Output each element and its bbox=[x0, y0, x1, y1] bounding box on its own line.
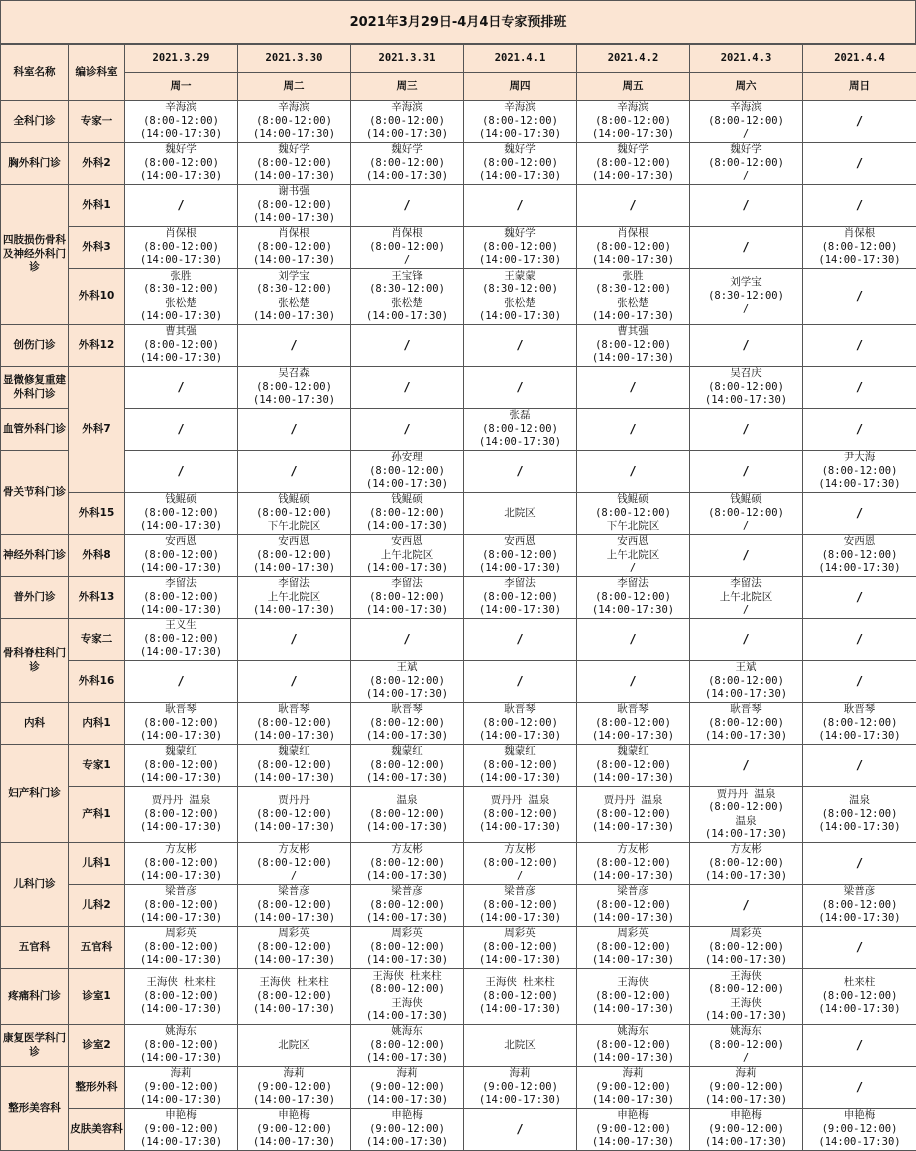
schedule-cell: 魏蒙红 (8:00-12:00) (14:00-17:30) bbox=[577, 745, 690, 787]
schedule-cell: 姚海东 (8:00-12:00) / bbox=[690, 1025, 803, 1067]
schedule-cell: 曹其强 (8:00-12:00) (14:00-17:30) bbox=[577, 325, 690, 367]
schedule-row bbox=[1, 535, 916, 577]
schedule-cell: / bbox=[803, 409, 916, 451]
schedule-cell: / bbox=[803, 661, 916, 703]
section-name: 妇产科门诊 bbox=[1, 745, 69, 843]
schedule-cell: / bbox=[351, 619, 464, 661]
clinic-name: 内科1 bbox=[69, 703, 125, 745]
schedule-row bbox=[1, 367, 916, 409]
section-name: 康复医学科门诊 bbox=[1, 1025, 69, 1067]
section-name: 内科 bbox=[1, 703, 69, 745]
schedule-cell: 吴召庆 (8:00-12:00) (14:00-17:30) bbox=[690, 367, 803, 409]
schedule-cell: / bbox=[690, 619, 803, 661]
schedule-cell: / bbox=[464, 1109, 577, 1151]
schedule-cell: / bbox=[577, 451, 690, 493]
schedule-row bbox=[1, 101, 916, 143]
header-weekday: 周二 bbox=[238, 73, 351, 101]
schedule-cell: 温泉 (8:00-12:00) (14:00-17:30) bbox=[803, 787, 916, 843]
schedule-cell: 魏好学 (8:00-12:00) (14:00-17:30) bbox=[351, 143, 464, 185]
schedule-row bbox=[1, 1109, 916, 1151]
schedule-cell: / bbox=[238, 451, 351, 493]
schedule-cell: 肖保根 (8:00-12:00) (14:00-17:30) bbox=[125, 227, 238, 269]
schedule-cell: / bbox=[690, 409, 803, 451]
schedule-cell: 周彩英 (8:00-12:00) (14:00-17:30) bbox=[351, 927, 464, 969]
section-name: 儿科门诊 bbox=[1, 843, 69, 927]
schedule-cell: 王斌 (8:00-12:00) (14:00-17:30) bbox=[690, 661, 803, 703]
schedule-row bbox=[1, 703, 916, 745]
schedule-cell: 刘学宝 (8:30-12:00) 张松楚 (14:00-17:30) bbox=[238, 269, 351, 325]
schedule-cell: 梁普彦 (8:00-12:00) (14:00-17:30) bbox=[803, 885, 916, 927]
clinic-name: 外科1 bbox=[69, 185, 125, 227]
schedule-cell: / bbox=[803, 493, 916, 535]
header-date: 2021.3.31 bbox=[351, 45, 464, 73]
schedule-cell: 王海侠 杜来柱 (8:00-12:00) (14:00-17:30) bbox=[464, 969, 577, 1025]
schedule-cell: 海莉 (9:00-12:00) (14:00-17:30) bbox=[690, 1067, 803, 1109]
schedule-cell: 周彩英 (8:00-12:00) (14:00-17:30) bbox=[125, 927, 238, 969]
schedule-row bbox=[1, 269, 916, 325]
schedule-cell: / bbox=[464, 367, 577, 409]
section-name: 四肢损伤骨科及神经外科门诊 bbox=[1, 185, 69, 325]
schedule-cell: 申艳梅 (9:00-12:00) (14:00-17:30) bbox=[125, 1109, 238, 1151]
schedule-cell: 方友彬 (8:00-12:00) (14:00-17:30) bbox=[577, 843, 690, 885]
header-weekday: 周五 bbox=[577, 73, 690, 101]
schedule-cell: / bbox=[464, 661, 577, 703]
clinic-name: 外科3 bbox=[69, 227, 125, 269]
schedule-cell: 梁普彦 (8:00-12:00) (14:00-17:30) bbox=[125, 885, 238, 927]
schedule-cell: 张胜 (8:30-12:00) 张松楚 (14:00-17:30) bbox=[125, 269, 238, 325]
schedule-cell: / bbox=[803, 143, 916, 185]
clinic-name: 五官科 bbox=[69, 927, 125, 969]
schedule-cell: 海莉 (9:00-12:00) (14:00-17:30) bbox=[238, 1067, 351, 1109]
clinic-name: 外科10 bbox=[69, 269, 125, 325]
schedule-cell: 安西恩 (8:00-12:00) (14:00-17:30) bbox=[803, 535, 916, 577]
schedule-cell: 魏好学 (8:00-12:00) (14:00-17:30) bbox=[125, 143, 238, 185]
schedule-cell: 魏好学 (8:00-12:00) (14:00-17:30) bbox=[464, 227, 577, 269]
schedule-row bbox=[1, 143, 916, 185]
schedule-cell: 辛海滨 (8:00-12:00) (14:00-17:30) bbox=[464, 101, 577, 143]
schedule-cell: / bbox=[125, 451, 238, 493]
clinic-name: 外科2 bbox=[69, 143, 125, 185]
schedule-cell: 刘学宝 (8:30-12:00) / bbox=[690, 269, 803, 325]
schedule-cell: 钱鲲硕 (8:00-12:00) (14:00-17:30) bbox=[125, 493, 238, 535]
clinic-name: 专家一 bbox=[69, 101, 125, 143]
schedule-cell: 魏蒙红 (8:00-12:00) (14:00-17:30) bbox=[464, 745, 577, 787]
schedule-cell: 安西恩 上午北院区 / bbox=[577, 535, 690, 577]
schedule-cell: / bbox=[125, 409, 238, 451]
schedule-cell: 魏蒙红 (8:00-12:00) (14:00-17:30) bbox=[238, 745, 351, 787]
schedule-cell: 温泉 (8:00-12:00) (14:00-17:30) bbox=[351, 787, 464, 843]
schedule-cell: 方友彬 (8:00-12:00) / bbox=[238, 843, 351, 885]
section-name: 显微修复重建外科门诊 bbox=[1, 367, 69, 409]
schedule-cell: / bbox=[238, 325, 351, 367]
clinic-name: 外科13 bbox=[69, 577, 125, 619]
schedule-cell: 贾丹丹 温泉 (8:00-12:00) (14:00-17:30) bbox=[125, 787, 238, 843]
schedule-cell: / bbox=[125, 367, 238, 409]
schedule-cell: 魏好学 (8:00-12:00) (14:00-17:30) bbox=[464, 143, 577, 185]
schedule-cell: / bbox=[351, 185, 464, 227]
schedule-cell: 钱鲲硕 (8:00-12:00) / bbox=[690, 493, 803, 535]
schedule-cell: 王义生 (8:00-12:00) (14:00-17:30) bbox=[125, 619, 238, 661]
schedule-cell: / bbox=[351, 325, 464, 367]
schedule-cell: 肖保根 (8:00-12:00) (14:00-17:30) bbox=[803, 227, 916, 269]
schedule-cell: / bbox=[803, 185, 916, 227]
schedule-cell: 王海侠 杜来柱 (8:00-12:00) 王海侠 (14:00-17:30) bbox=[351, 969, 464, 1025]
schedule-cell: 钱鲲硕 (8:00-12:00) (14:00-17:30) bbox=[351, 493, 464, 535]
clinic-name: 专家二 bbox=[69, 619, 125, 661]
schedule-cell: 辛海滨 (8:00-12:00) (14:00-17:30) bbox=[125, 101, 238, 143]
schedule-cell: / bbox=[690, 535, 803, 577]
clinic-name: 外科15 bbox=[69, 493, 125, 535]
header-weekday: 周日 bbox=[803, 73, 916, 101]
schedule-cell: 方友彬 (8:00-12:00) (14:00-17:30) bbox=[125, 843, 238, 885]
header-dept: 科室名称 bbox=[1, 45, 69, 101]
schedule-cell: 周彩英 (8:00-12:00) (14:00-17:30) bbox=[577, 927, 690, 969]
section-name: 疼痛科门诊 bbox=[1, 969, 69, 1025]
schedule-cell: 方友彬 (8:00-12:00) (14:00-17:30) bbox=[351, 843, 464, 885]
schedule-cell: 辛海滨 (8:00-12:00) (14:00-17:30) bbox=[577, 101, 690, 143]
schedule-cell: 姚海东 (8:00-12:00) (14:00-17:30) bbox=[125, 1025, 238, 1067]
schedule-cell: / bbox=[238, 409, 351, 451]
schedule-cell: 尹大海 (8:00-12:00) (14:00-17:30) bbox=[803, 451, 916, 493]
schedule-cell: / bbox=[125, 661, 238, 703]
schedule-cell: / bbox=[351, 409, 464, 451]
section-name: 胸外科门诊 bbox=[1, 143, 69, 185]
schedule-cell: 李留法 (8:00-12:00) (14:00-17:30) bbox=[351, 577, 464, 619]
schedule-cell: 北院区 bbox=[464, 493, 577, 535]
clinic-name: 整形外科 bbox=[69, 1067, 125, 1109]
schedule-cell: 申艳梅 (9:00-12:00) (14:00-17:30) bbox=[690, 1109, 803, 1151]
schedule-row bbox=[1, 409, 916, 451]
schedule-cell: / bbox=[238, 619, 351, 661]
schedule-cell: / bbox=[803, 927, 916, 969]
schedule-cell: / bbox=[577, 661, 690, 703]
schedule-cell: / bbox=[577, 367, 690, 409]
schedule-cell: / bbox=[803, 843, 916, 885]
header-date: 2021.3.29 bbox=[125, 45, 238, 73]
schedule-cell: / bbox=[464, 185, 577, 227]
schedule-row bbox=[1, 745, 916, 787]
section-name: 整形美容科 bbox=[1, 1067, 69, 1151]
schedule-cell: 王海侠 (8:00-12:00) 王海侠 (14:00-17:30) bbox=[690, 969, 803, 1025]
schedule-cell: 梁普彦 (8:00-12:00) (14:00-17:30) bbox=[577, 885, 690, 927]
clinic-name: 诊室2 bbox=[69, 1025, 125, 1067]
schedule-cell: / bbox=[803, 1025, 916, 1067]
schedule-cell: 辛海滨 (8:00-12:00) / bbox=[690, 101, 803, 143]
section-name: 全科门诊 bbox=[1, 101, 69, 143]
schedule-cell: 周彩英 (8:00-12:00) (14:00-17:30) bbox=[690, 927, 803, 969]
schedule-cell: / bbox=[464, 451, 577, 493]
schedule-cell: / bbox=[577, 185, 690, 227]
clinic-name: 外科12 bbox=[69, 325, 125, 367]
schedule-cell: 吴召森 (8:00-12:00) (14:00-17:30) bbox=[238, 367, 351, 409]
section-name: 血管外科门诊 bbox=[1, 409, 69, 451]
schedule-cell: 钱鲲硕 (8:00-12:00) 下午北院区 bbox=[577, 493, 690, 535]
schedule-cell: 辛海滨 (8:00-12:00) (14:00-17:30) bbox=[351, 101, 464, 143]
schedule-cell: 耿晋琴 (8:00-12:00) (14:00-17:30) bbox=[125, 703, 238, 745]
schedule-cell: 孙安理 (8:00-12:00) (14:00-17:30) bbox=[351, 451, 464, 493]
schedule-cell: 王蒙蒙 (8:30-12:00) 张松楚 (14:00-17:30) bbox=[464, 269, 577, 325]
schedule-cell: / bbox=[803, 1067, 916, 1109]
header-weekday: 周四 bbox=[464, 73, 577, 101]
schedule-cell: 耿晋琴 (8:00-12:00) (14:00-17:30) bbox=[238, 703, 351, 745]
schedule-cell: 李留法 (8:00-12:00) (14:00-17:30) bbox=[125, 577, 238, 619]
schedule-cell: 魏蒙红 (8:00-12:00) (14:00-17:30) bbox=[125, 745, 238, 787]
header-date: 2021.4.4 bbox=[803, 45, 916, 73]
header-date: 2021.4.1 bbox=[464, 45, 577, 73]
schedule-cell: 王宝锋 (8:30-12:00) 张松楚 (14:00-17:30) bbox=[351, 269, 464, 325]
schedule-cell: 贾丹丹 温泉 (8:00-12:00) (14:00-17:30) bbox=[464, 787, 577, 843]
schedule-title: 2021年3月29日-4月4日专家预排班 bbox=[0, 0, 916, 44]
schedule-cell: / bbox=[690, 451, 803, 493]
schedule-cell: 海莉 (9:00-12:00) (14:00-17:30) bbox=[577, 1067, 690, 1109]
clinic-name: 专家1 bbox=[69, 745, 125, 787]
schedule-cell: 魏蒙红 (8:00-12:00) (14:00-17:30) bbox=[351, 745, 464, 787]
header-weekday: 周一 bbox=[125, 73, 238, 101]
schedule-cell: 安西恩 (8:00-12:00) (14:00-17:30) bbox=[125, 535, 238, 577]
schedule-cell: 北院区 bbox=[464, 1025, 577, 1067]
schedule-cell: 海莉 (9:00-12:00) (14:00-17:30) bbox=[125, 1067, 238, 1109]
schedule-cell: 梁普彦 (8:00-12:00) (14:00-17:30) bbox=[464, 885, 577, 927]
schedule-cell: 贾丹丹 (8:00-12:00) (14:00-17:30) bbox=[238, 787, 351, 843]
schedule-cell: 王海侠 (8:00-12:00) (14:00-17:30) bbox=[577, 969, 690, 1025]
clinic-name: 儿科2 bbox=[69, 885, 125, 927]
schedule-cell: 海莉 (9:00-12:00) (14:00-17:30) bbox=[351, 1067, 464, 1109]
schedule-cell: 姚海东 (8:00-12:00) (14:00-17:30) bbox=[351, 1025, 464, 1067]
clinic-name: 产科1 bbox=[69, 787, 125, 843]
schedule-cell: / bbox=[803, 745, 916, 787]
schedule-row bbox=[1, 787, 916, 843]
schedule-row bbox=[1, 1067, 916, 1109]
schedule-cell: / bbox=[464, 619, 577, 661]
schedule-row bbox=[1, 577, 916, 619]
schedule-cell: / bbox=[803, 619, 916, 661]
schedule-cell: 李留法 (8:00-12:00) (14:00-17:30) bbox=[464, 577, 577, 619]
schedule-cell: / bbox=[690, 325, 803, 367]
schedule-row bbox=[1, 227, 916, 269]
schedule-row bbox=[1, 493, 916, 535]
schedule-cell: 张磊 (8:00-12:00) (14:00-17:30) bbox=[464, 409, 577, 451]
schedule-cell: 杜来柱 (8:00-12:00) (14:00-17:30) bbox=[803, 969, 916, 1025]
schedule-cell: / bbox=[577, 619, 690, 661]
schedule-cell: 魏好学 (8:00-12:00) (14:00-17:30) bbox=[577, 143, 690, 185]
schedule-cell: 耿晋琴 (8:00-12:00) (14:00-17:30) bbox=[351, 703, 464, 745]
schedule-cell: 申艳梅 (9:00-12:00) (14:00-17:30) bbox=[803, 1109, 916, 1151]
clinic-name: 儿科1 bbox=[69, 843, 125, 885]
schedule-cell: 魏好学 (8:00-12:00) (14:00-17:30) bbox=[238, 143, 351, 185]
schedule-row bbox=[1, 927, 916, 969]
schedule-cell: 方友彬 (8:00-12:00) / bbox=[464, 843, 577, 885]
schedule-cell: 海莉 (9:00-12:00) (14:00-17:30) bbox=[464, 1067, 577, 1109]
schedule-cell: 耿晋琴 (8:00-12:00) (14:00-17:30) bbox=[803, 703, 916, 745]
schedule-cell: / bbox=[803, 269, 916, 325]
schedule-row bbox=[1, 1025, 916, 1067]
schedule-row bbox=[1, 843, 916, 885]
schedule-cell: / bbox=[803, 367, 916, 409]
schedule-cell: 北院区 bbox=[238, 1025, 351, 1067]
schedule-row bbox=[1, 619, 916, 661]
schedule-cell: 李留法 (8:00-12:00) (14:00-17:30) bbox=[577, 577, 690, 619]
schedule-cell: 耿晋琴 (8:00-12:00) (14:00-17:30) bbox=[577, 703, 690, 745]
header-clinic: 编诊科室 bbox=[69, 45, 125, 101]
schedule-cell: 梁普彦 (8:00-12:00) (14:00-17:30) bbox=[238, 885, 351, 927]
header-weekday: 周三 bbox=[351, 73, 464, 101]
schedule-cell: / bbox=[125, 185, 238, 227]
schedule-cell: 王海侠 杜来柱 (8:00-12:00) (14:00-17:30) bbox=[125, 969, 238, 1025]
schedule-cell: 肖保根 (8:00-12:00) (14:00-17:30) bbox=[238, 227, 351, 269]
schedule-row bbox=[1, 185, 916, 227]
clinic-name: 外科16 bbox=[69, 661, 125, 703]
schedule-cell: / bbox=[803, 325, 916, 367]
schedule-cell: 安西恩 (8:00-12:00) (14:00-17:30) bbox=[238, 535, 351, 577]
schedule-row bbox=[1, 969, 916, 1025]
schedule-cell: 贾丹丹 温泉 (8:00-12:00) 温泉 (14:00-17:30) bbox=[690, 787, 803, 843]
schedule-cell: 耿晋琴 (8:00-12:00) (14:00-17:30) bbox=[464, 703, 577, 745]
schedule-cell: 耿晋琴 (8:00-12:00) (14:00-17:30) bbox=[690, 703, 803, 745]
schedule-cell: 安西恩 (8:00-12:00) (14:00-17:30) bbox=[464, 535, 577, 577]
schedule-cell: 肖保根 (8:00-12:00) / bbox=[351, 227, 464, 269]
schedule-row bbox=[1, 661, 916, 703]
schedule-cell: / bbox=[690, 227, 803, 269]
schedule-table bbox=[0, 44, 916, 1151]
header-date: 2021.4.3 bbox=[690, 45, 803, 73]
schedule-cell: 李留法 上午北院区 / bbox=[690, 577, 803, 619]
section-name: 神经外科门诊 bbox=[1, 535, 69, 577]
header-weekday: 周六 bbox=[690, 73, 803, 101]
schedule-cell: 辛海滨 (8:00-12:00) (14:00-17:30) bbox=[238, 101, 351, 143]
clinic-name: 皮肤美容科 bbox=[69, 1109, 125, 1151]
schedule-cell: 王斌 (8:00-12:00) (14:00-17:30) bbox=[351, 661, 464, 703]
section-name: 创伤门诊 bbox=[1, 325, 69, 367]
schedule-cell: 李留法 上午北院区 (14:00-17:30) bbox=[238, 577, 351, 619]
schedule-cell: / bbox=[464, 325, 577, 367]
section-name: 普外门诊 bbox=[1, 577, 69, 619]
schedule-cell: / bbox=[577, 409, 690, 451]
schedule-cell: 周彩英 (8:00-12:00) (14:00-17:30) bbox=[464, 927, 577, 969]
schedule-cell: 安西恩 上午北院区 (14:00-17:30) bbox=[351, 535, 464, 577]
schedule-cell: / bbox=[803, 101, 916, 143]
schedule-cell: / bbox=[351, 367, 464, 409]
schedule-row bbox=[1, 325, 916, 367]
schedule-cell: / bbox=[803, 577, 916, 619]
schedule-cell: 周彩英 (8:00-12:00) (14:00-17:30) bbox=[238, 927, 351, 969]
section-name: 五官科 bbox=[1, 927, 69, 969]
clinic-name: 外科7 bbox=[69, 367, 125, 493]
schedule-cell: / bbox=[690, 185, 803, 227]
schedule-row bbox=[1, 885, 916, 927]
schedule-cell: 曹其强 (8:00-12:00) (14:00-17:30) bbox=[125, 325, 238, 367]
schedule-cell: 张胜 (8:30-12:00) 张松楚 (14:00-17:30) bbox=[577, 269, 690, 325]
schedule-cell: 谢书强 (8:00-12:00) (14:00-17:30) bbox=[238, 185, 351, 227]
schedule-cell: 贾丹丹 温泉 (8:00-12:00) (14:00-17:30) bbox=[577, 787, 690, 843]
schedule-cell: 申艳梅 (9:00-12:00) (14:00-17:30) bbox=[577, 1109, 690, 1151]
schedule-cell: 姚海东 (8:00-12:00) (14:00-17:30) bbox=[577, 1025, 690, 1067]
schedule-cell: 方友彬 (8:00-12:00) (14:00-17:30) bbox=[690, 843, 803, 885]
schedule-cell: 申艳梅 (9:00-12:00) (14:00-17:30) bbox=[238, 1109, 351, 1151]
schedule-cell: 钱鲲硕 (8:00-12:00) 下午北院区 bbox=[238, 493, 351, 535]
clinic-name: 诊室1 bbox=[69, 969, 125, 1025]
schedule-cell: / bbox=[690, 745, 803, 787]
header-date: 2021.4.2 bbox=[577, 45, 690, 73]
clinic-name: 外科8 bbox=[69, 535, 125, 577]
header-date: 2021.3.30 bbox=[238, 45, 351, 73]
schedule-cell: 申艳梅 (9:00-12:00) (14:00-17:30) bbox=[351, 1109, 464, 1151]
schedule-cell: 王海侠 杜来柱 (8:00-12:00) (14:00-17:30) bbox=[238, 969, 351, 1025]
section-name: 骨科脊柱科门诊 bbox=[1, 619, 69, 703]
schedule-cell: / bbox=[690, 885, 803, 927]
schedule-cell: 魏好学 (8:00-12:00) / bbox=[690, 143, 803, 185]
schedule-cell: / bbox=[238, 661, 351, 703]
section-name: 骨关节科门诊 bbox=[1, 451, 69, 535]
schedule-row bbox=[1, 451, 916, 493]
schedule-cell: 肖保根 (8:00-12:00) (14:00-17:30) bbox=[577, 227, 690, 269]
schedule-cell: 梁普彦 (8:00-12:00) (14:00-17:30) bbox=[351, 885, 464, 927]
